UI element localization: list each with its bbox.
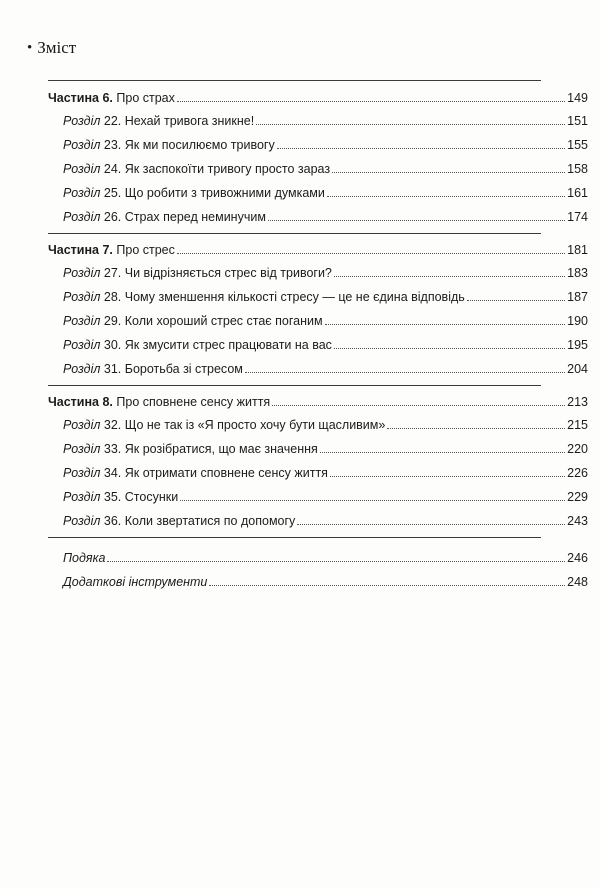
dot-leader — [325, 323, 566, 325]
page-number: 187 — [567, 290, 588, 304]
chapter-label: Розділ — [63, 442, 101, 456]
toc-chapter-title — [63, 465, 328, 481]
page-number: 161 — [567, 186, 588, 200]
toc-chapter-title — [63, 441, 318, 457]
chapter-label: Розділ — [63, 314, 101, 328]
chapter-label: Розділ — [63, 362, 101, 376]
chapter-name: 36. Коли звертатися по допомогу — [103, 514, 296, 528]
toc-chapter-23 — [0, 131, 588, 153]
toc-chapter-27 — [0, 259, 588, 281]
chapter-label: Розділ — [63, 338, 101, 352]
chapter-label: Розділ — [63, 266, 101, 280]
running-head — [27, 38, 76, 58]
chapter-label: Розділ — [63, 162, 101, 176]
toc-chapter-title — [63, 137, 275, 153]
chapter-label: Розділ — [63, 490, 101, 504]
page-number: 181 — [567, 243, 588, 257]
chapter-name: 26. Страх перед неминучим — [103, 210, 266, 224]
dot-leader — [268, 219, 565, 221]
dot-leader — [277, 147, 565, 149]
toc-part-6 — [0, 84, 588, 106]
chapter-name: 22. Нехай тривога зникне! — [103, 114, 255, 128]
toc-chapter-title — [63, 161, 330, 177]
chapter-name: 30. Як змусити стрес працювати на вас — [103, 338, 332, 352]
toc-chapter-35 — [0, 483, 588, 505]
page-number: 183 — [567, 266, 588, 280]
chapter-name: 35. Стосунки — [103, 490, 179, 504]
dot-leader — [320, 451, 565, 453]
page-number: 190 — [567, 314, 588, 328]
toc-chapter-25 — [0, 179, 588, 201]
page-title: Зміст — [37, 38, 77, 57]
dot-leader — [209, 584, 565, 586]
chapter-label: Розділ — [63, 210, 101, 224]
toc-chapter-title — [63, 209, 266, 225]
part-label: Частина 6. — [48, 91, 113, 105]
page-number: 149 — [567, 91, 588, 105]
chapter-name: 34. Як отримати сповнене сенсу життя — [103, 466, 328, 480]
toc-acknowledgements — [0, 544, 588, 566]
dot-leader — [332, 171, 565, 173]
toc-additional-tools — [0, 568, 588, 590]
toc-chapter-29 — [0, 307, 588, 329]
page-number: 155 — [567, 138, 588, 152]
chapter-label: Розділ — [63, 466, 101, 480]
toc-chapter-36 — [0, 507, 588, 529]
toc-chapter-22 — [0, 107, 588, 129]
toc-chapter-title — [63, 361, 243, 377]
toc-chapter-title — [63, 417, 385, 433]
part-label: Частина 7. — [48, 243, 113, 257]
bullet-icon: • — [27, 39, 33, 56]
chapter-name: 27. Чи відрізняється стрес від тривоги? — [103, 266, 332, 280]
dot-leader — [245, 371, 565, 373]
toc-extra-title: Додаткові інструменти — [63, 575, 208, 589]
toc-chapter-30 — [0, 331, 588, 353]
toc-chapter-32 — [0, 411, 588, 433]
toc-chapter-title — [63, 489, 178, 505]
part-divider — [48, 385, 541, 386]
part-divider — [48, 537, 541, 538]
chapter-label: Розділ — [63, 514, 101, 528]
dot-leader — [467, 299, 565, 301]
toc-part-title — [48, 90, 175, 106]
toc-chapter-title — [63, 513, 295, 529]
toc-chapter-title — [63, 265, 332, 281]
toc-chapter-33 — [0, 435, 588, 457]
dot-leader — [334, 347, 565, 349]
part-name: Про страх — [116, 91, 175, 105]
page-number: 204 — [567, 362, 588, 376]
part-label: Частина 8. — [48, 395, 113, 409]
part-name: Про сповнене сенсу життя — [116, 395, 271, 409]
toc-chapter-31 — [0, 355, 588, 377]
page-number: 158 — [567, 162, 588, 176]
toc-chapter-title — [63, 113, 254, 129]
dot-leader — [327, 195, 565, 197]
toc-part-8 — [0, 388, 588, 410]
chapter-name: 23. Як ми посилюємо тривогу — [103, 138, 275, 152]
dot-leader — [334, 275, 565, 277]
chapter-name: 32. Що не так із «Я просто хочу бути щасливим» — [103, 418, 386, 432]
toc-chapter-34 — [0, 459, 588, 481]
page-number: 229 — [567, 490, 588, 504]
dot-leader — [177, 100, 565, 102]
toc-chapter-title — [63, 313, 323, 329]
chapter-name: 28. Чому зменшення кількості стресу — це не єдина відповідь — [103, 290, 465, 304]
toc-chapter-24 — [0, 155, 588, 177]
page-number: 215 — [567, 418, 588, 432]
dot-leader — [330, 475, 565, 477]
chapter-label: Розділ — [63, 290, 101, 304]
chapter-name: 31. Боротьба зі стресом — [103, 362, 243, 376]
dot-leader — [387, 427, 565, 429]
toc-chapter-26 — [0, 203, 588, 225]
part-divider — [48, 80, 541, 81]
chapter-name: 25. Що робити з тривожними думками — [103, 186, 325, 200]
page-number: 195 — [567, 338, 588, 352]
toc-chapter-title — [63, 289, 465, 305]
part-divider — [48, 233, 541, 234]
dot-leader — [177, 252, 565, 254]
page-number: 213 — [567, 395, 588, 409]
page-number: 151 — [567, 114, 588, 128]
chapter-name: 24. Як заспокоїти тривогу просто зараз — [103, 162, 331, 176]
toc-part-7 — [0, 236, 588, 258]
part-name: Про стрес — [116, 243, 175, 257]
toc-part-title — [48, 242, 175, 258]
dot-leader — [272, 404, 565, 406]
page-number: 220 — [567, 442, 588, 456]
chapter-name: 29. Коли хороший стрес стає поганим — [103, 314, 323, 328]
chapter-label: Розділ — [63, 186, 101, 200]
dot-leader — [107, 560, 565, 562]
chapter-label: Розділ — [63, 138, 101, 152]
chapter-name: 33. Як розібратися, що має значення — [103, 442, 318, 456]
page-number: 246 — [567, 551, 588, 565]
page-number: 226 — [567, 466, 588, 480]
toc-chapter-title — [63, 185, 325, 201]
page-number: 248 — [567, 575, 588, 589]
toc-chapter-title — [63, 337, 332, 353]
toc-part-title — [48, 394, 270, 410]
page-number: 243 — [567, 514, 588, 528]
dot-leader — [297, 523, 565, 525]
dot-leader — [180, 499, 565, 501]
toc-extra-title: Подяка — [63, 551, 106, 565]
chapter-label: Розділ — [63, 418, 101, 432]
page-number: 174 — [567, 210, 588, 224]
toc-chapter-28 — [0, 283, 588, 305]
chapter-label: Розділ — [63, 114, 101, 128]
dot-leader — [256, 123, 565, 125]
